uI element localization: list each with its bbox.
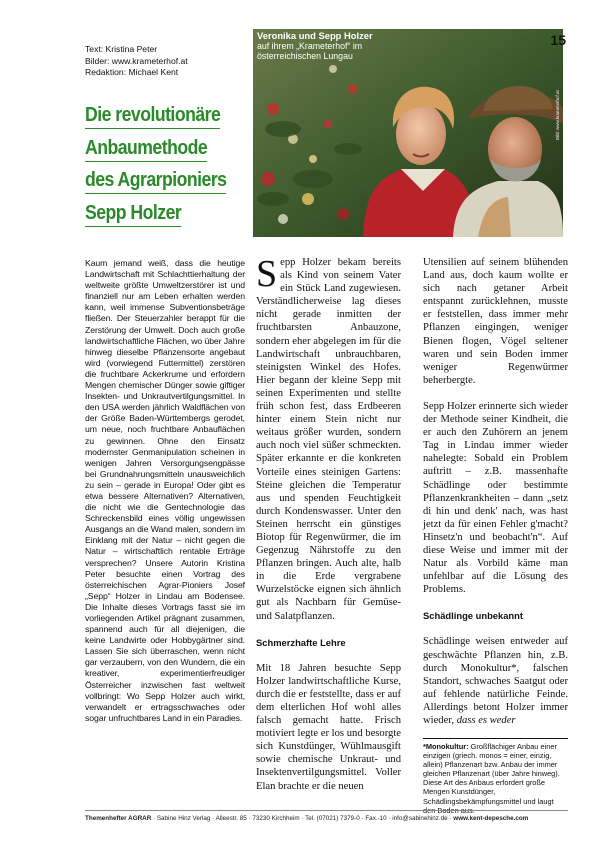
article-headline: [85, 102, 227, 232]
photo-credit: Bild: www.krameterhof.at: [555, 90, 560, 140]
footnote-text: Großflächiger Anbau einer einzigen (griech. monos = einer, einzig, allein) Pflanzenart bzw. Anbau der immer gleichen Pflanzenart (über Jahre hinweg). Diese Art des Anbaus erfordert große Mengen Kunstdünger, Schädlingsbekämpfungsmittel und laugt den Boden aus.: [423, 742, 560, 815]
headline-line-1: Die revolutionäre: [85, 102, 220, 129]
footer-address: · Sabine Hinz Verlag · Alleestr. 85 · 73230 Kirchheim · Tel. (07021) 7379-0 · Fax.-10 · info@sabinehinz.de ·: [151, 815, 454, 822]
body-paragraph-2: Mit 18 Jahren besuchte Sepp Holzer landwirtschaftliche Kurse, durch die er feststellte, dass er auf dem elterlichen Hof wohl alles falsch gemacht hatte. Frisch motiviert legte er los und besorgte sich Kunstdünger, Wühlmausgift sowie chemische Unkraut- und Insektenvertilgungsmittel. Voller Elan brachte er die neuen: [256, 662, 401, 792]
italic-continuation: dass es weder: [456, 715, 516, 726]
body-column-1: [256, 253, 401, 793]
drop-cap: S: [256, 253, 278, 295]
body-paragraph-3: Sepp Holzer erinnerte sich wieder der Methode seiner Kindheit, die er auch den Zuhörern an jenem Tag in Lindau immer wieder nahelegte: Sobald ein Problem auftritt – z.B. massenhafte Schädlinge oder bestimmte Pflanzenkrankheiten – dann „setz di hin und denk' nach, was hast jetzt da für einen Fehler g'macht? Hinsetz'n und beobacht'n“. Auf diese Weise und immer mit der Natur als Vorbild käme man unfehlbar auf die Lösung des Problems.: [423, 400, 568, 596]
body-paragraph-4: Schädlinge weisen entweder auf geschwächte Pflanzen hin, z.B. durch Monokultur*, falschen Standort, schwaches Saatgut oder auf fehlende natürliche Feinde. Allerdings betont Holzer immer wieder, dass es weder: [423, 636, 568, 726]
caption-names: Veronika und Sepp Holzer: [257, 30, 373, 41]
headline-line-2: Anbaumethode: [85, 135, 207, 162]
lead-paragraph: Kaum jemand weiß, dass die heutige Landwirtschaft mit Schlachttierhaltung der weltweite größte Umweltzerstörer ist und finanziell nur am Leben erhalten werden kann, weil immense Subventionsbeträge fließen. Der Steuerzahler berappt für die Zerstörung der Umwelt. Doch auch große landwirtschaftliche Flächen, wo über Jahre hinweg dieselbe Pflanzensorte angebaut wird (vorwiegend Futtermittel) zerstören die fruchtbare Ackerkrume und erfordern Mengen chemischer Dünger sowie giftiger Insekten- und Unkrautvertilgungsmittel. In den USA werden jährlich Waldflächen von der Größe Baden-Württembergs gerodet, um neue, noch fruchtbare Anbauflächen zu gewinnen. Ohne den Einsatz modernster Genmanipulation scheinen in wenigen Jahren Versorgungsengpässe bei Grundnahrungsmitteln unausweichlich zu sein – gerade in Europa! Oder gibt es etwa bessere Alternativen? Alternativen, die nicht wie die Gentechnologie das Schreckensbild eines völlig ungewissen Ausgangs an die Wand malen, sondern im Einklang mit der Natur – nicht gegen die Natur – wirtschaftlich rentable Erträge versprechen? Unsere Autorin Kristina Peter besuchte einen Vortrag des österreichischen Agrar-Pioniers Josef „Sepp“ Holzer in Lindau am Bodensee. Die Inhalte dieses Vortrags fasst sie im vorliegenden Artikel prägnant zusammen, spannend auch für all diejenigen, die keine Landwirte oder Hobbygärtner sind. Lassen Sie sich überraschen, wenn nicht gar verzaubern, von den Wundern, die ein kreativer, experimentierfreudiger Österreicher inzwischen fast weltweit vollbringt: Wo Sepp Holzer auch wirkt, verwandelt er ertragsschwaches oder sogar unfruchtbares Land in ein Paradies.: [85, 258, 245, 723]
subheading-schmerzhafte-lehre: Schmerzhafte Lehre: [256, 636, 346, 648]
author-credits: [85, 44, 245, 79]
body-column-2: [423, 256, 568, 727]
footer-brand: Themenhefter AGRAR: [85, 815, 152, 822]
footer-website-link[interactable]: www.kent-depesche.com: [453, 815, 529, 822]
subheading-schaedlinge-unbekannt: Schädlinge unbekannt: [423, 610, 524, 622]
headline-line-3: des Agrarpioniers: [85, 167, 226, 194]
photo-caption: [257, 31, 407, 62]
footnote: [423, 738, 568, 815]
page-footer: [85, 810, 568, 822]
text-credit: Text: Kristina Peter: [85, 44, 158, 54]
image-credit: Bilder: www.krameterhof.at: [85, 55, 188, 66]
body-paragraph-2-continued: Utensilien auf seinem blühenden Land aus, doch kaum wollte er sich nach getaner Arbeit entspannt zurücklehnen, musste er feststellen, dass immer mehr Pflanzen eingingen, weniger Bienen flogen, Vögel seltener waren und sein Boden immer weniger Regenwürmer beherbergte.: [423, 257, 568, 386]
paragraph-gap: [423, 387, 568, 400]
footnote-term: *Monokultur:: [423, 742, 469, 751]
editor-credit: Redaktion: Michael Kent: [85, 67, 179, 78]
page-number: 15: [550, 32, 566, 48]
caption-location: auf ihrem „Krameterhof“ im österreichischen Lungau: [257, 41, 363, 62]
body-paragraph-1: Sepp Holzer bekam bereits als Kind von seinem Vater ein Stück Land zugewiesen. Verständlicherweise lag dieses nicht gerade inmitten der fruchtbarsten Anbauzone, sondern eher abgelegen im für die Landwirtschaft unbrauchbaren, steinigsten Winkel des Hofes. Hier begann der kleine Sepp mit seinen Experimenten und stellte früh schon fest, dass Erdbeeren hinter einem Stein nicht nur weitaus größer wurden, sondern auch noch viel süßer schmeckten. Später erkannte er die konkreten Vorteile eines steinigen Gartens: Steine gleichen die Temperatur aus und spenden Feuchtigkeit durch Kondenswasser. Unter den Steinen herrscht ein günstiges Biotop für Regenwürmer, die im Gegenzug Nährstoffe zu den Pflanzen bringen. Auch alte, halb in die Erde vergrabene Wurzelstöcke eignen sich ähnlich gut als Nachbarn für Gemüse- und Salatpflanzen.: [256, 253, 401, 622]
headline-line-4: Sepp Holzer: [85, 200, 181, 227]
